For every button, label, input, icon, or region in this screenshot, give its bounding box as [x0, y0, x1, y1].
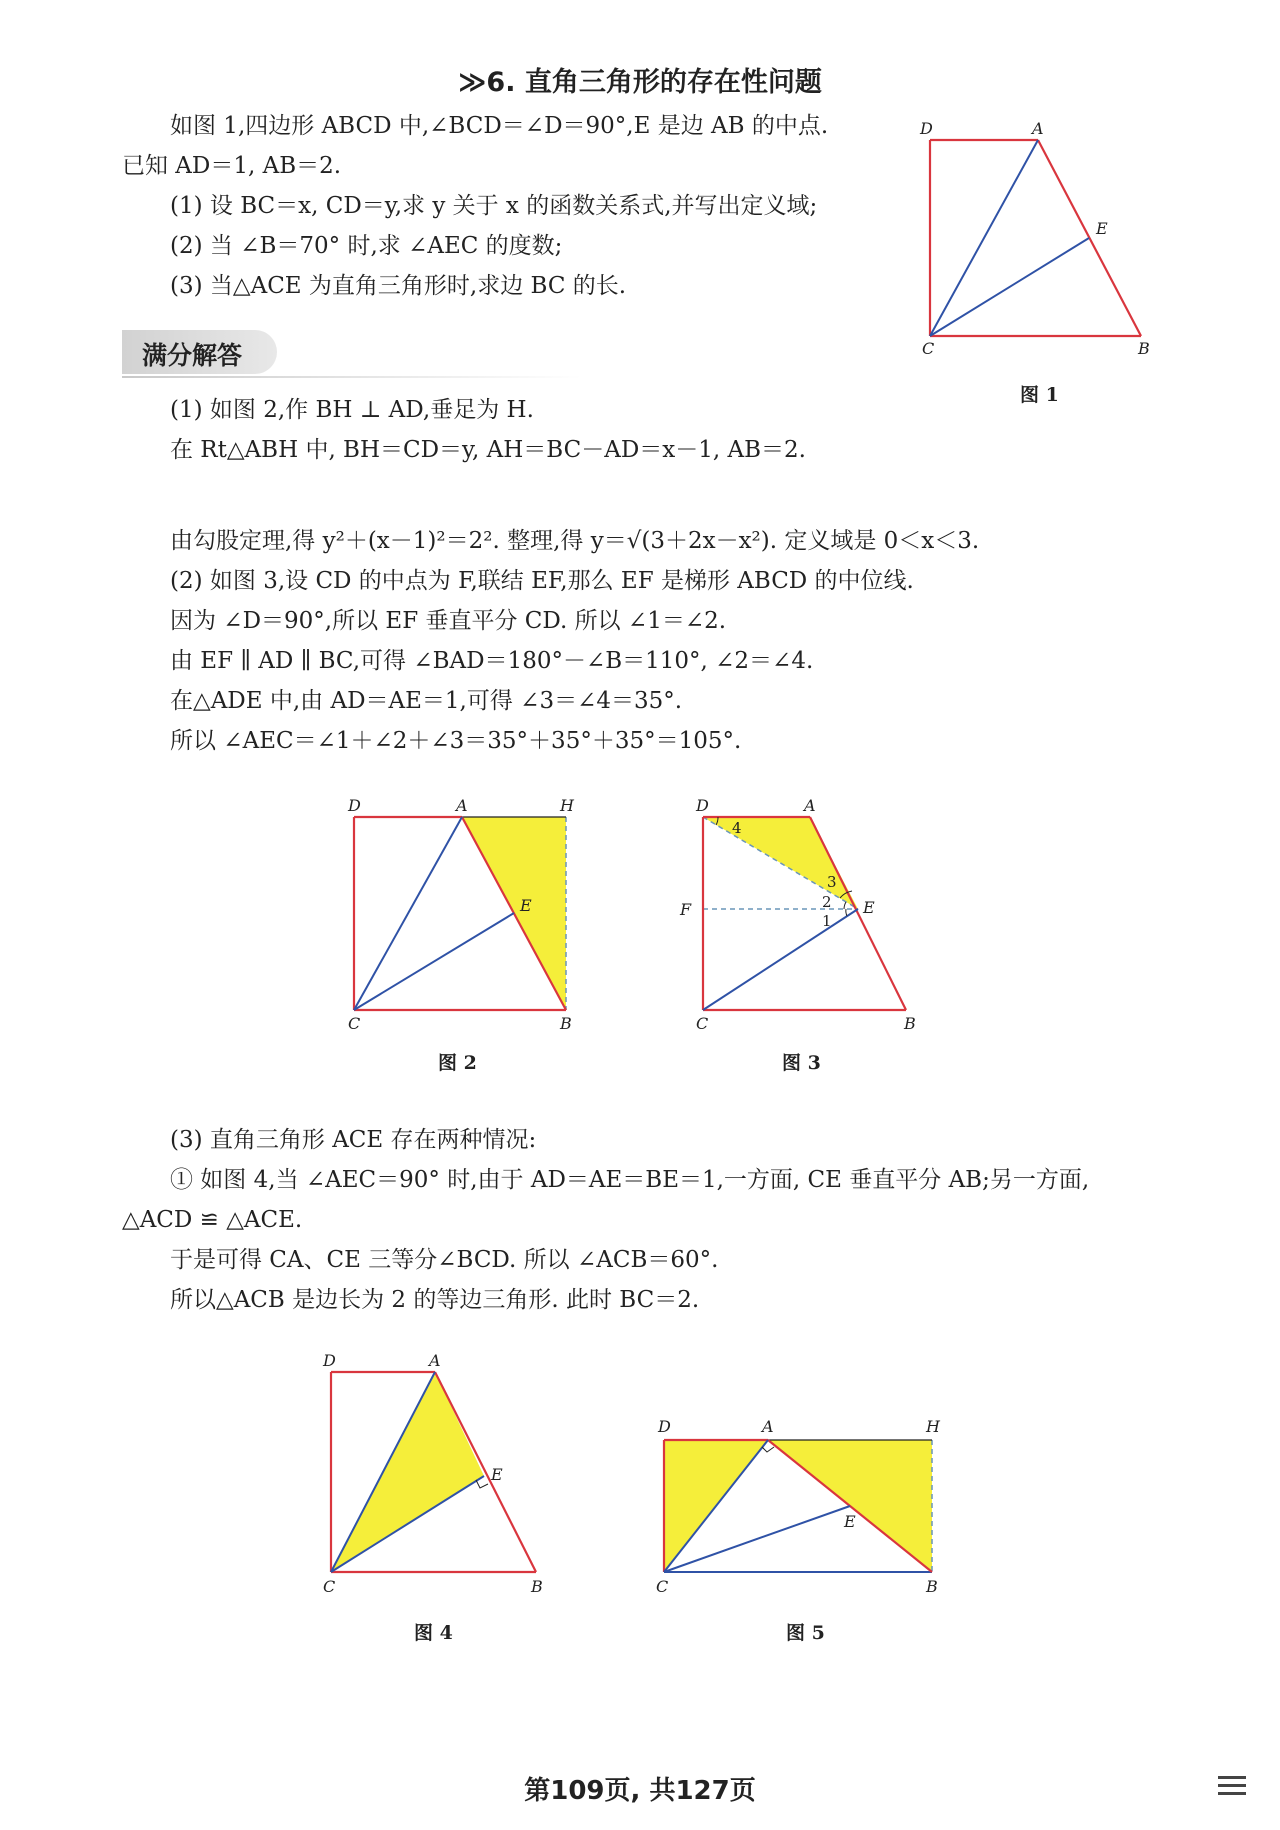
- solution-line: (1) 如图 2,作 BH ⊥ AD,垂足为 H.: [170, 397, 534, 423]
- figure-2-caption: 图 2: [438, 1052, 477, 1074]
- fig1-label-e: E: [1096, 219, 1108, 238]
- fig4-label-c: C: [323, 1577, 336, 1596]
- fig4-label-d: D: [323, 1351, 336, 1370]
- fig3-angle-2: 2: [822, 893, 832, 911]
- fig1-label-d: D: [920, 119, 933, 138]
- solution-line: 于是可得 CA、CE 三等分∠BCD. 所以 ∠ACB＝60°.: [170, 1247, 719, 1273]
- section-label: 满分解答: [142, 341, 243, 370]
- fig3-angle-4: 4: [732, 819, 742, 837]
- fig2-label-d: D: [348, 796, 361, 815]
- fig3-label-f: F: [680, 900, 692, 919]
- solution-line: △ACD ≌ △ACE.: [122, 1207, 303, 1233]
- fig3-label-d: D: [696, 796, 709, 815]
- menu-icon[interactable]: [1218, 1776, 1246, 1798]
- fig3-label-b: B: [904, 1014, 916, 1033]
- solution-line: 因为 ∠D＝90°,所以 EF 垂直平分 CD. 所以 ∠1＝∠2.: [170, 608, 727, 634]
- fig4-label-a: A: [429, 1351, 441, 1370]
- problem-line: (3) 当△ACE 为直角三角形时,求边 BC 的长.: [170, 273, 627, 299]
- solution-line: 在△ADE 中,由 AD＝AE＝1,可得 ∠3＝∠4＝35°.: [170, 688, 683, 714]
- figure-2-diagram: [340, 795, 580, 1035]
- fig1-label-b: B: [1138, 339, 1150, 358]
- fig5-label-d: D: [658, 1417, 671, 1436]
- fig2-label-c: C: [348, 1014, 361, 1033]
- fig1-label-c: C: [922, 339, 935, 358]
- fig5-label-c: C: [656, 1577, 669, 1596]
- problem-line: (1) 设 BC＝x, CD＝y,求 y 关于 x 的函数关系式,并写出定义域;: [170, 193, 818, 219]
- fig2-label-e: E: [520, 896, 532, 915]
- fig2-label-b: B: [560, 1014, 572, 1033]
- figure-1-diagram: [920, 118, 1160, 368]
- fig2-label-h: H: [560, 796, 574, 815]
- solution-line: (3) 直角三角形 ACE 存在两种情况:: [170, 1127, 537, 1153]
- fig2-label-a: A: [456, 796, 468, 815]
- figure-5-diagram: [648, 1405, 958, 1600]
- section-rule: [122, 376, 582, 378]
- fig3-label-a: A: [804, 796, 816, 815]
- section-badge: [122, 330, 277, 374]
- problem-line: 如图 1,四边形 ABCD 中,∠BCD＝∠D＝90°,E 是边 AB 的中点.: [170, 113, 829, 139]
- fig3-label-c: C: [696, 1014, 709, 1033]
- solution-line: 所以△ACB 是边长为 2 的等边三角形. 此时 BC＝2.: [170, 1287, 700, 1313]
- figure-4-caption: 图 4: [414, 1622, 453, 1644]
- figure-3-diagram: [680, 795, 920, 1035]
- solution-line: 由勾股定理,得 y²＋(x－1)²＝2². 整理,得 y＝√(3＋2x－x²). 定义域是 0＜x＜3.: [170, 528, 980, 554]
- solution-line: ① 如图 4,当 ∠AEC＝90° 时,由于 AD＝AE＝BE＝1,一方面, CE 垂直平分 AB;另一方面,: [170, 1167, 1090, 1193]
- fig3-angle-1: 1: [822, 912, 832, 930]
- problem-line: (2) 当 ∠B＝70° 时,求 ∠AEC 的度数;: [170, 233, 563, 259]
- figure-3-caption: 图 3: [782, 1052, 821, 1074]
- fig4-label-b: B: [531, 1577, 543, 1596]
- fig5-label-e: E: [844, 1512, 856, 1531]
- solution-line: 由 EF ∥ AD ∥ BC,可得 ∠BAD＝180°－∠B＝110°, ∠2＝∠4.: [170, 648, 814, 674]
- figure-1-caption: 图 1: [1020, 384, 1059, 406]
- figure-5-caption: 图 5: [786, 1622, 825, 1644]
- fig3-label-e: E: [863, 898, 875, 917]
- section-title: ≫6. 直角三角形的存在性问题: [458, 67, 822, 98]
- problem-line: 已知 AD＝1, AB＝2.: [122, 153, 342, 179]
- solution-line: 在 Rt△ABH 中, BH＝CD＝y, AH＝BC－AD＝x－1, AB＝2.: [170, 437, 806, 463]
- figure-4-diagram: [315, 1350, 555, 1600]
- fig5-label-h: H: [926, 1417, 940, 1436]
- fig3-angle-3: 3: [827, 873, 837, 891]
- fig4-label-e: E: [491, 1465, 503, 1484]
- solution-line: (2) 如图 3,设 CD 的中点为 F,联结 EF,那么 EF 是梯形 ABCD 的中位线.: [170, 568, 914, 594]
- page-footer: 第109页, 共127页: [524, 1776, 756, 1806]
- fig1-label-a: A: [1032, 119, 1044, 138]
- fig5-label-a: A: [762, 1417, 774, 1436]
- solution-line: 所以 ∠AEC＝∠1＋∠2＋∠3＝35°＋35°＋35°＝105°.: [170, 728, 742, 754]
- fig5-label-b: B: [926, 1577, 938, 1596]
